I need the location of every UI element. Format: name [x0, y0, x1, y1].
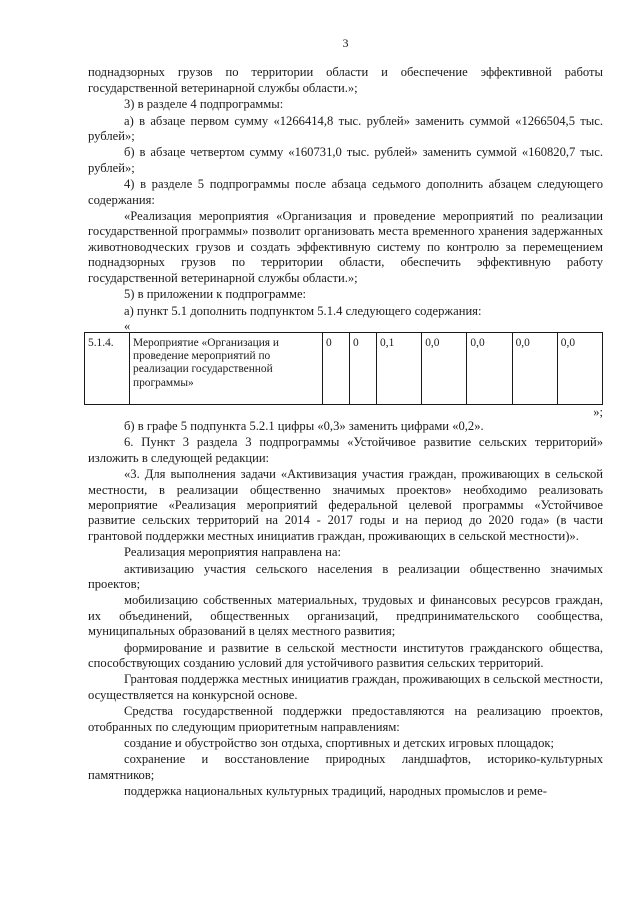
open-quote-mark: « [124, 318, 131, 333]
paragraph: б) в графе 5 подпункта 5.2.1 цифры «0,3» заменить цифрами «0,2». [124, 418, 484, 433]
text-block-after-table [88, 419, 603, 800]
paragraph: 3) в разделе 4 подпрограммы: [124, 97, 284, 112]
paragraph: сохранение и восстановление природных ландшафтов, историко-культурных памятников; [88, 752, 603, 782]
paragraph: «3. Для выполнения задачи «Активизация участия граждан, проживающих в сельской местности, в реализации общественно значимых проектов» необходимо реализовать мероприятие «Реализация мероприятий федеральной целевой программы «Устойчивое развитие сельских территорий на 2014 - 2017 годы и на период до 2020 года» (в части грантовой поддержки местных инициатив граждан, проживающих в сельской местности)». [88, 467, 603, 543]
paragraph: «Реализация мероприятия «Организация и проведение мероприятий по реализации государственной программы» позволит организовать места временного хранения задержанных животноводческих грузов и создать эффективную систему по контролю за перемещением поднадзорных грузов по территории области, обеспечить эффективную работу государственной ветеринарной службы области.»; [88, 209, 603, 285]
document-page [88, 36, 603, 801]
page-number: 3 [342, 36, 349, 50]
paragraph: мобилизацию собственных материальных, трудовых и финансовых ресурсов граждан, их объединений, общественных организаций, предпринимательского сообщества, муниципальных образований в целях местного развития; [88, 593, 603, 639]
table-cell-value: 0,0 [512, 332, 557, 404]
table-cell-name: Мероприятие «Организация и проведение мероприятий по реализации государственной программы» [130, 332, 323, 404]
paragraph: 6. Пункт 3 раздела 3 подпрограммы «Устойчивое развитие сельских территорий» изложить в следующей редакции: [88, 435, 603, 465]
paragraph: Грантовая поддержка местных инициатив граждан, проживающих в сельской местности, осуществляется на конкурсной основе. [88, 672, 603, 702]
paragraph: создание и обустройство зон отдыха, спортивных и детских игровых площадок; [124, 736, 554, 751]
paragraph: поддержка национальных культурных традиций, народных промыслов и реме- [124, 784, 547, 799]
table-cell-value: 0 [350, 332, 377, 404]
paragraph: а) в абзаце первом сумму «1266414,8 тыс. рублей» заменить суммой «1266504,5 тыс. рублей»; [88, 113, 603, 144]
paragraph: 5) в приложении к подпрограмме: [124, 287, 307, 302]
inserted-table [84, 332, 603, 405]
paragraph: поднадзорных грузов по территории области и обеспечение эффективной работы государственной ветеринарной службы области.»; [88, 65, 603, 95]
paragraph: 4) в разделе 5 подпрограммы после абзаца седьмого дополнить абзацем следующего содержания: [88, 177, 603, 207]
table-cell-value: 0,1 [377, 332, 422, 404]
table-row [85, 332, 603, 404]
table-cell-value: 0,0 [422, 332, 467, 404]
text-block-before-table [88, 65, 603, 319]
paragraph: а) пункт 5.1 дополнить подпунктом 5.1.4 следующего содержания: [124, 303, 482, 318]
paragraph: формирование и развитие в сельской местности институтов гражданского общества, способствующих созданию условий для устойчивого развития сельских территорий. [88, 640, 603, 670]
paragraph: Реализация мероприятия направлена на: [124, 545, 341, 560]
closing-mark: »; [593, 404, 603, 419]
paragraph: б) в абзаце четвертом сумму «160731,0 тыс. рублей» заменить суммой «160820,7 тыс. рублей»; [88, 145, 603, 175]
table-cell-value: 0,0 [557, 332, 602, 404]
table-cell-value: 0,0 [467, 332, 512, 404]
table-cell-value: 0 [323, 332, 350, 404]
paragraph: Средства государственной поддержки предоставляются на реализацию проектов, отобранных по следующим приоритетным направлениям: [88, 704, 603, 734]
table-cell-number: 5.1.4. [85, 332, 130, 404]
paragraph: активизацию участия сельского населения в реализации общественно значимых проектов; [88, 561, 603, 591]
